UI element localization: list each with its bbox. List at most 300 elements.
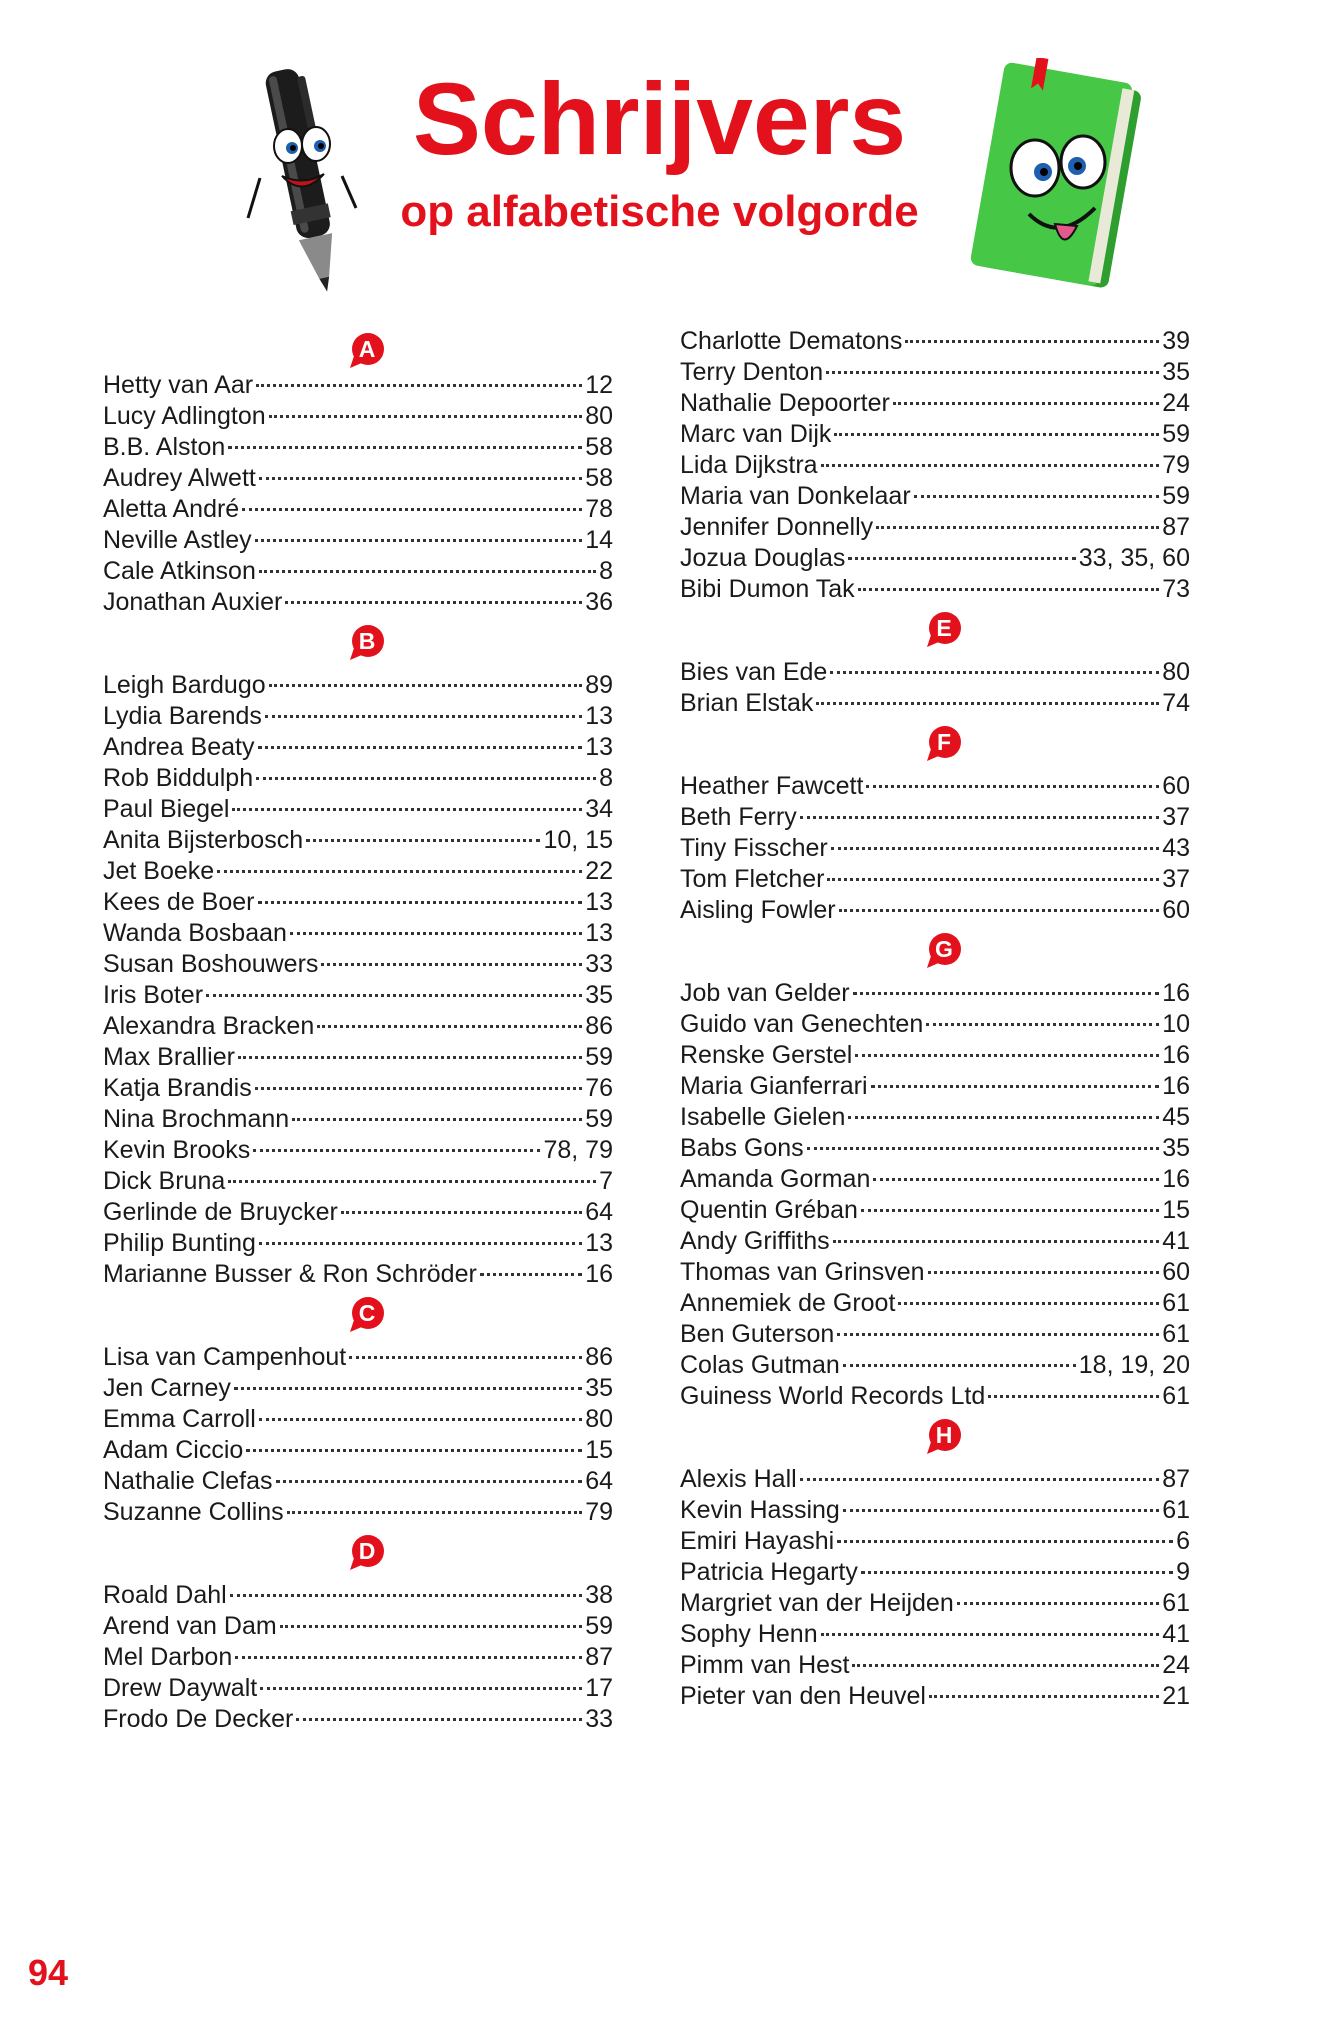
author-name: Jennifer Donnelly [680,513,874,541]
speech-bubble-icon [348,624,386,658]
page-reference: 8 [599,557,613,585]
letter-label: B [358,628,376,654]
dot-leader [269,415,583,418]
author-name: Adam Ciccio [103,1436,244,1464]
page-reference: 87 [1162,1465,1190,1493]
author-name: Guido van Genechten [680,1010,924,1038]
author-name: Kevin Brooks [103,1136,251,1164]
page-reference: 80 [585,402,613,430]
author-name: Brian Elstak [680,689,814,717]
page-reference: 16 [1162,1072,1190,1100]
author-entry [103,1435,613,1466]
page-reference: 10 [1162,1010,1190,1038]
author-name: Maria van Donkelaar [680,482,911,510]
author-name: Nathalie Clefas [103,1467,273,1495]
dot-leader [843,1364,1076,1367]
author-name: Katja Brandis [103,1074,252,1102]
dot-leader [228,446,582,449]
author-name: Leigh Bardugo [103,671,266,699]
page-reference: 16 [1162,1041,1190,1069]
letter-label: C [358,1300,376,1326]
dot-leader [290,932,582,935]
author-entry [680,1133,1190,1164]
author-entry [103,1404,613,1435]
author-entry [680,1257,1190,1288]
author-entry [103,1135,613,1166]
author-entry [680,1319,1190,1350]
dot-leader [914,495,1160,498]
author-entry [103,918,613,949]
dot-leader [246,1449,582,1452]
dot-leader [256,384,582,387]
dot-leader [826,371,1159,374]
page-reference: 33, 35, 60 [1078,544,1190,572]
page-reference: 16 [585,1260,613,1288]
author-name: Aisling Fowler [680,896,836,924]
author-entry [680,1071,1190,1102]
author-entry [680,688,1190,719]
dot-leader [898,1302,1159,1305]
page-reference: 87 [585,1643,613,1671]
author-entry [103,401,613,432]
dot-leader [206,994,582,997]
author-name: Terry Denton [680,358,824,386]
page-reference: 78, 79 [543,1136,613,1164]
author-name: Margriet van der Heijden [680,1589,954,1617]
dot-leader [821,1633,1160,1636]
page-reference: 79 [1162,451,1190,479]
authors-column-right [680,326,1190,1712]
dot-leader [871,1085,1160,1088]
page-reference: 74 [1162,689,1190,717]
author-name: Jonathan Auxier [103,588,283,616]
author-entry [680,657,1190,688]
page-reference: 61 [1162,1589,1190,1617]
author-entry [103,1373,613,1404]
author-name: Philip Bunting [103,1229,256,1257]
cartoon-book-icon [955,58,1155,308]
page-reference: 79 [585,1498,613,1526]
author-name: Beth Ferry [680,803,797,831]
page-reference: 15 [1162,1196,1190,1224]
dot-leader [807,1147,1160,1150]
page-reference: 13 [585,919,613,947]
author-name: Bibi Dumon Tak [680,575,855,603]
author-name: Lydia Barends [103,702,262,730]
page-title: Schrijvers [412,62,907,176]
author-name: Heather Fawcett [680,772,864,800]
dot-leader [834,433,1159,436]
author-entry [680,326,1190,357]
dot-leader [800,1478,1159,1481]
page-reference: 61 [1162,1289,1190,1317]
author-entry [103,670,613,701]
speech-bubble-icon [925,725,963,759]
letter-label: H [935,1422,953,1448]
author-name: Ben Guterson [680,1320,835,1348]
letter-header [680,605,1190,657]
dot-leader [821,464,1160,467]
dot-leader [816,702,1159,705]
author-name: Emiri Hayashi [680,1527,835,1555]
author-name: Marianne Busser & Ron Schröder [103,1260,477,1288]
page-reference: 61 [1162,1320,1190,1348]
dot-leader [988,1395,1159,1398]
dot-leader [843,1509,1159,1512]
author-entry [103,1580,613,1611]
author-name: Lida Dijkstra [680,451,818,479]
author-name: Audrey Alwett [103,464,256,492]
author-entry [103,587,613,618]
author-entry [103,1104,613,1135]
page-reference: 13 [585,702,613,730]
author-entry [680,481,1190,512]
page-reference: 37 [1162,865,1190,893]
page-reference: 38 [585,1581,613,1609]
page-reference: 17 [585,1674,613,1702]
letter-header [103,1528,613,1580]
author-name: Kevin Hassing [680,1496,840,1524]
dot-leader [861,1571,1173,1574]
page-reference: 12 [585,371,613,399]
authors-column-left [103,326,613,1735]
author-entry [680,978,1190,1009]
author-entry [103,1011,613,1042]
dot-leader [217,870,582,873]
dot-leader [259,1242,582,1245]
page-reference: 36 [585,588,613,616]
author-entry [680,1381,1190,1412]
author-entry [680,1102,1190,1133]
page-subtitle: op alfabetische volgorde [400,187,919,236]
page-reference: 43 [1162,834,1190,862]
page-reference: 24 [1162,1651,1190,1679]
dot-leader [837,1540,1173,1543]
page-reference: 21 [1162,1682,1190,1710]
author-entry [103,1042,613,1073]
page-reference: 8 [599,764,613,792]
author-name: Frodo De Decker [103,1705,294,1733]
page-reference: 64 [585,1467,613,1495]
page-reference: 80 [1162,658,1190,686]
author-entry [103,1673,613,1704]
author-name: Annemiek de Groot [680,1289,896,1317]
author-entry [680,1350,1190,1381]
author-entry [103,887,613,918]
author-entry [680,771,1190,802]
author-name: Drew Daywalt [103,1674,258,1702]
dot-leader [280,1625,582,1628]
dot-leader [831,847,1159,850]
author-entry [680,833,1190,864]
dot-leader [235,1656,582,1659]
author-entry [680,1226,1190,1257]
page-reference: 58 [585,433,613,461]
author-name: B.B. Alston [103,433,226,461]
page-reference: 7 [599,1167,613,1195]
page-reference: 35 [585,1374,613,1402]
dot-leader [848,1116,1159,1119]
author-entry [103,1642,613,1673]
page-reference: 33 [585,1705,613,1733]
author-entry [680,1650,1190,1681]
author-entry [103,856,613,887]
author-entry [103,370,613,401]
author-name: Jet Boeke [103,857,215,885]
author-entry [103,825,613,856]
author-name: Dick Bruna [103,1167,226,1195]
author-entry [680,1464,1190,1495]
author-entry [680,895,1190,926]
dot-leader [853,992,1160,995]
page-reference: 24 [1162,389,1190,417]
author-name: Cale Atkinson [103,557,256,585]
author-entry [103,949,613,980]
page-reference: 76 [585,1074,613,1102]
page-reference: 60 [1162,896,1190,924]
page-reference: 18, 19, 20 [1078,1351,1190,1379]
page-reference: 16 [1162,1165,1190,1193]
speech-bubble-icon [925,611,963,645]
author-entry [103,1342,613,1373]
dot-leader [255,539,583,542]
dot-leader [256,777,596,780]
page-reference: 35 [1162,1134,1190,1162]
author-name: Isabelle Gielen [680,1103,846,1131]
speech-bubble-icon [348,1296,386,1330]
page-reference: 35 [1162,358,1190,386]
author-entry [103,763,613,794]
author-name: Tom Fletcher [680,865,825,893]
page-reference: 60 [1162,1258,1190,1286]
page-reference: 64 [585,1198,613,1226]
speech-bubble-icon [348,1534,386,1568]
author-entry [680,1557,1190,1588]
dot-leader [827,878,1159,881]
page-reference: 33 [585,950,613,978]
dot-leader [957,1602,1159,1605]
author-name: Pieter van den Heuvel [680,1682,926,1710]
author-name: Suzanne Collins [103,1498,284,1526]
author-name: Babs Gons [680,1134,804,1162]
author-entry [680,1009,1190,1040]
letter-label: F [936,729,952,755]
author-entry [103,1611,613,1642]
page-reference: 13 [585,1229,613,1257]
author-name: Iris Boter [103,981,204,1009]
dot-leader [296,1718,582,1721]
page-header [0,0,1319,310]
dot-leader [260,1687,582,1690]
page-reference: 16 [1162,979,1190,1007]
author-name: Rob Biddulph [103,764,254,792]
author-entry [103,1259,613,1290]
author-name: Roald Dahl [103,1581,227,1609]
dot-leader [269,684,583,687]
author-name: Amanda Gorman [680,1165,871,1193]
author-name: Nathalie Depoorter [680,389,890,417]
author-name: Quentin Gréban [680,1196,858,1224]
author-name: Anita Bijsterbosch [103,826,304,854]
page-reference: 35 [585,981,613,1009]
page-reference: 39 [1162,327,1190,355]
dot-leader [287,1511,583,1514]
page-reference: 61 [1162,1382,1190,1410]
dot-leader [893,402,1159,405]
author-entry [103,1466,613,1497]
page-reference: 78 [585,495,613,523]
author-entry [680,864,1190,895]
author-name: Marc van Dijk [680,420,832,448]
author-entry [680,802,1190,833]
dot-leader [232,808,582,811]
author-name: Max Brallier [103,1043,235,1071]
author-entry [680,1288,1190,1319]
page-reference: 61 [1162,1496,1190,1524]
page-reference: 59 [585,1612,613,1640]
dot-leader [866,785,1159,788]
author-entry [103,1497,613,1528]
page-reference: 37 [1162,803,1190,831]
dot-leader [255,1087,582,1090]
dot-leader [341,1211,582,1214]
author-entry [680,1526,1190,1557]
author-entry [680,419,1190,450]
page-reference: 59 [1162,482,1190,510]
page-reference: 14 [585,526,613,554]
author-name: Jozua Douglas [680,544,846,572]
page-reference: 6 [1176,1527,1190,1555]
page-reference: 10, 15 [543,826,613,854]
author-entry [680,1681,1190,1712]
page-reference: 13 [585,733,613,761]
author-name: Neville Astley [103,526,252,554]
dot-leader [234,1387,582,1390]
letter-header [680,1412,1190,1464]
dot-leader [876,526,1159,529]
author-entry [680,1495,1190,1526]
author-entry [103,701,613,732]
letter-header [680,719,1190,771]
dot-leader [848,557,1075,560]
author-entry [103,463,613,494]
author-entry [103,525,613,556]
page-number: 94 [28,1952,69,1993]
author-entry [103,494,613,525]
dot-leader [926,1023,1159,1026]
author-name: Lisa van Campenhout [103,1343,347,1371]
author-name: Guiness World Records Ltd [680,1382,986,1410]
dot-leader [259,570,596,573]
dot-leader [238,1056,582,1059]
dot-leader [258,901,583,904]
dot-leader [349,1356,582,1359]
dot-leader [321,963,582,966]
page-reference: 9 [1176,1558,1190,1586]
author-entry [680,543,1190,574]
dot-leader [285,601,582,604]
author-entry [680,512,1190,543]
letter-label: G [935,936,953,962]
author-name: Sophy Henn [680,1620,818,1648]
page-reference: 59 [585,1105,613,1133]
author-entry [103,1197,613,1228]
page-reference: 15 [585,1436,613,1464]
dot-leader [306,839,540,842]
author-name: Renske Gerstel [680,1041,853,1069]
author-entry [680,1195,1190,1226]
author-name: Alexandra Bracken [103,1012,315,1040]
speech-bubble-icon [925,1418,963,1452]
author-entry [103,1704,613,1735]
author-name: Paul Biegel [103,795,230,823]
author-name: Aletta André [103,495,240,523]
author-name: Jen Carney [103,1374,231,1402]
page-reference: 86 [585,1012,613,1040]
dot-leader [837,1333,1159,1336]
dot-leader [929,1695,1159,1698]
page-reference: 41 [1162,1620,1190,1648]
letter-label: E [936,615,952,641]
dot-leader [839,909,1160,912]
author-entry [103,732,613,763]
letter-label: D [358,1538,376,1564]
page-reference: 59 [585,1043,613,1071]
author-entry [680,1588,1190,1619]
speech-bubble-icon [925,932,963,966]
letter-header [680,926,1190,978]
dot-leader [258,746,583,749]
dot-leader [873,1178,1159,1181]
page-reference: 45 [1162,1103,1190,1131]
page-reference: 13 [585,888,613,916]
author-name: Arend van Dam [103,1612,277,1640]
author-entry [103,432,613,463]
dot-leader [852,1664,1159,1667]
author-entry [103,556,613,587]
author-name: Bies van Ede [680,658,828,686]
author-name: Wanda Bosbaan [103,919,287,947]
dot-leader [253,1149,540,1152]
author-entry [680,450,1190,481]
author-name: Susan Boshouwers [103,950,319,978]
author-name: Nina Brochmann [103,1105,290,1133]
author-entry [680,1164,1190,1195]
dot-leader [480,1273,582,1276]
author-entry [103,980,613,1011]
author-name: Lucy Adlington [103,402,266,430]
author-entry [680,388,1190,419]
author-entry [103,1228,613,1259]
author-name: Patricia Hegarty [680,1558,858,1586]
dot-leader [928,1271,1160,1274]
dot-leader [905,340,1159,343]
author-name: Andrea Beaty [103,733,255,761]
dot-leader [317,1025,582,1028]
author-entry [103,794,613,825]
page-reference: 34 [585,795,613,823]
author-name: Kees de Boer [103,888,255,916]
page-reference: 87 [1162,513,1190,541]
author-name: Pimm van Hest [680,1651,850,1679]
author-name: Colas Gutman [680,1351,840,1379]
author-name: Gerlinde de Bruycker [103,1198,338,1226]
letter-header [103,618,613,670]
author-entry [103,1166,613,1197]
dot-leader [276,1480,583,1483]
letter-header [103,1290,613,1342]
dot-leader [228,1180,596,1183]
